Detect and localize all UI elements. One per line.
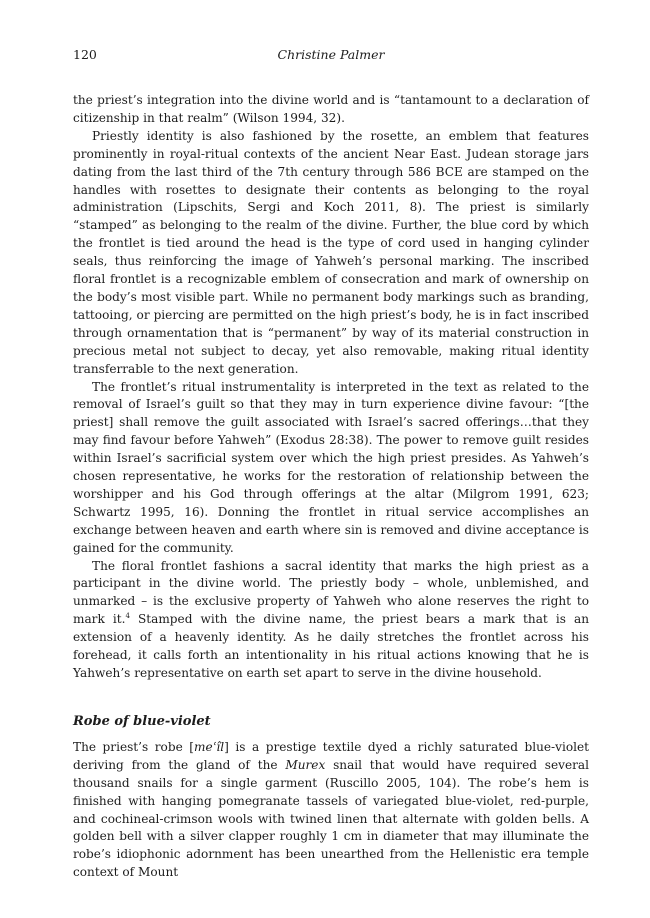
paragraph-continuation: the priest’s integration into the divine world and is “tantamount to a declaration of citizenship in that realm” (Wilson 1994, 32). [73,93,589,125]
footnote-marker: 4 [125,612,130,621]
paragraph-text: The priest’s robe [ [73,739,194,754]
paragraph-frontlet-instrumentality: The frontlet’s ritual instrumentality is interpreted in the text as related to the removal of Israel’s guilt so that they may in turn experience divine favour: “[the priest] shall remove the guilt associated with Israel’s sacred offerings…that they may find favour before Yahweh” (Exodus 28:38). The power to remove guilt resides within Israel’s sacrificial system over which the high priest presides. As Yahweh’s chosen representative, he works for the restoration of relationship between the worshipper and his God through offerings at the altar (Milgrom 1991, 623; Schwartz 1995, 16). Donning the frontlet in ritual service accomplishes an exchange between heaven and earth where sin is removed and divine acceptance is gained for the community. [73,379,589,555]
page-number: 120 [73,47,97,62]
murex-term: Murex [285,757,326,772]
paragraph-text: snail that would have required several thousand snails for a single garment (Ruscillo 2005, 104). The robe’s hem is finished with hanging pomegranate tassels of variegated blue-violet, red-purple, and cochineal-crimson wools with twined linen that alternate with golden bells. A golden bell with a silver clapper roughly 1 cm in diameter that may illuminate the robe’s idiophonic adornment has been unearthed from the Hellenistic era temple context of Mount [73,757,589,880]
paragraph-robe [73,739,589,882]
body-text [73,92,589,882]
running-head-author: Christine Palmer [277,47,385,62]
paragraph-text: Stamped with the divine name, the priest bears a mark that is an extension of a heavenly identity. As he daily stretches the frontlet across his forehead, it calls forth an intentionality in his ritual actions knowing that he is Yahweh’s representative on earth set apart to serve in the divine household. [73,612,589,680]
hebrew-term: meʿîl [194,739,225,754]
paragraph-text: The floral frontlet fashions a sacral identity that marks the high priest as a participant in the divine world. The priestly body – whole, unblemished, and unmarked – is the exclusive property of Yahweh who alone reserves the right to mark it. [73,558,589,627]
paragraph-rosette: Priestly identity is also fashioned by the rosette, an emblem that features prominently in royal-ritual contexts of the ancient Near East. Judean storage jars dating from the last third of the 7th century through 586 BCE are stamped on the handles with rosettes to designate their contents as belonging to the royal administration (Lipschits, Sergi and Koch 2011, 8). The priest is similarly “stamped” as belonging to the realm of the divine. Further, the blue cord by which the frontlet is tied around the head is the type of cord used in hanging cylinder seals, thus reinforcing the image of Yahweh’s personal marking. The inscribed floral frontlet is a recognizable emblem of consecration and mark of ownership on the body’s most visible part. While no permanent body markings such as branding, tattooing, or piercing are permitted on the high priest’s body, he is in fact inscribed through ornamentation that is “permanent” by way of its material construction in precious metal not subject to decay, yet also removable, making ritual identity transferrable to the next generation. [73,128,589,376]
paragraph-text: ] is a prestige textile dyed a richly saturated blue-violet deriving from the gland of the [73,739,590,772]
paragraph-floral-frontlet [73,558,589,683]
page-header [73,47,589,63]
section-heading: Robe of blue-violet [73,713,211,729]
